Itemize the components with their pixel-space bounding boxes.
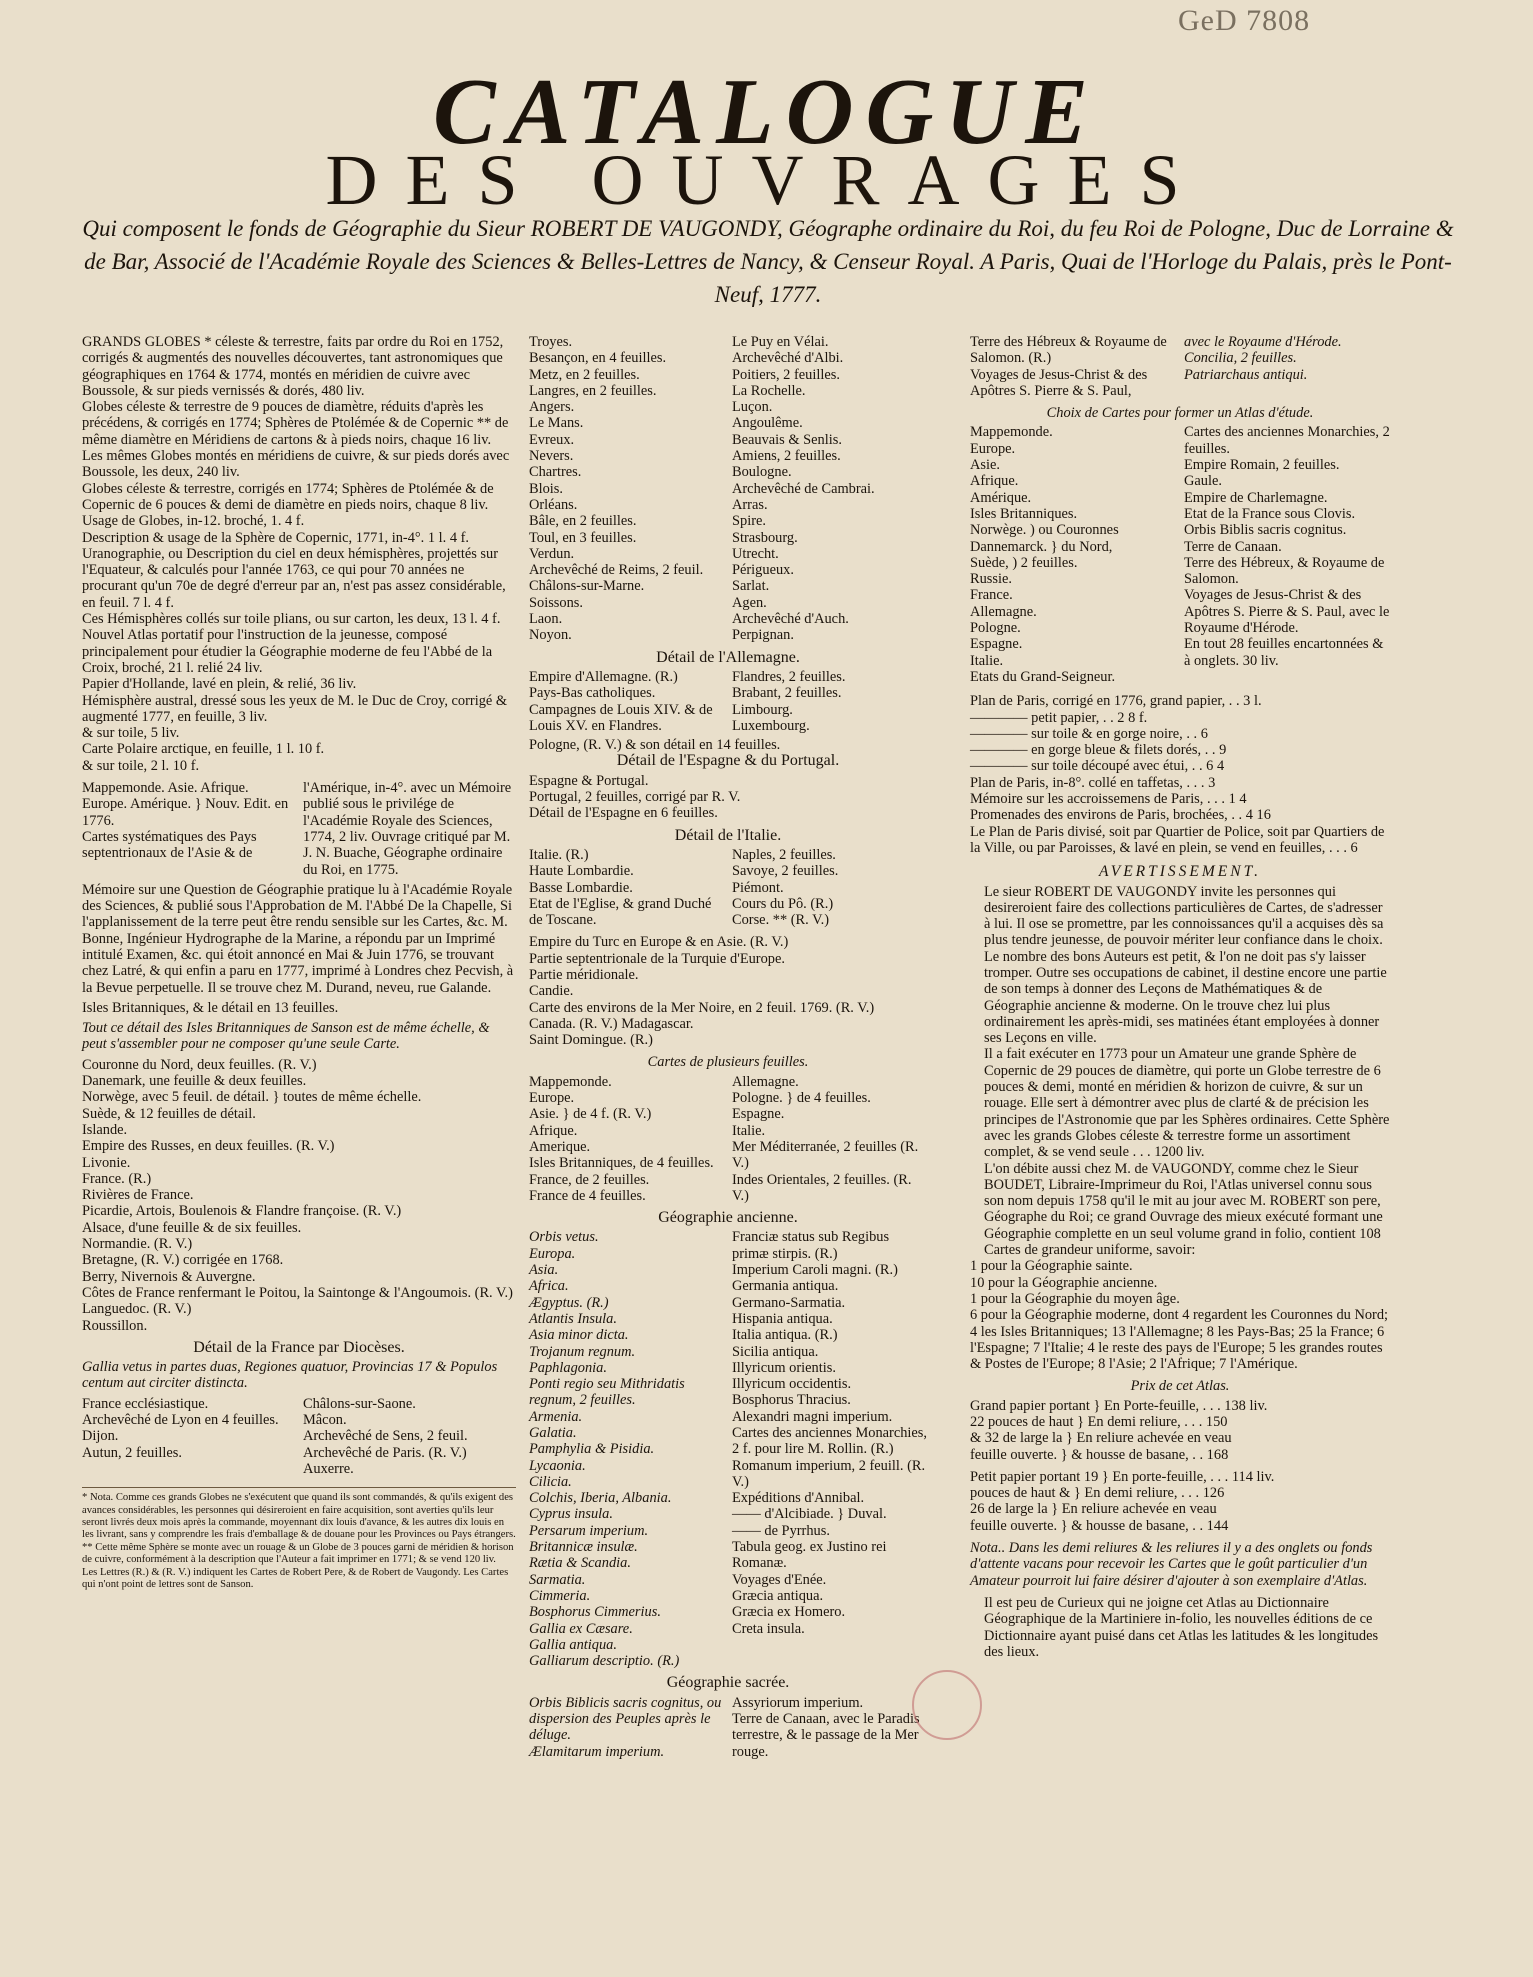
- list-item: Haute Lombardie.: [529, 863, 634, 880]
- text-block: Isles Britanniques, & le détail en 13 feuilles.: [82, 999, 339, 1016]
- list-item: Mer Méditerranée, 2 feuilles (R. V.): [732, 1138, 919, 1172]
- text-block: L'on débite aussi chez M. de VAUGONDY, comme chez le Sieur BOUDET, Libraire-Imprimeur du Roi, l'Atlas universel connu sous son nom depuis 1758 qu'il le mit au jour avec M. ROBERT son pere, Géographe du Roi; ce grand Ouvrage des mieux exécuté formant une Géographie complette en un seul volume grand in folio, contient 108 Cartes de grandeur uniforme, savoir:: [984, 1160, 1383, 1259]
- list-item: Franciæ status sub Regibus primæ stirpis. (R.): [732, 1229, 890, 1262]
- text-block: Tout ce détail des Isles Britanniques de Sanson est de même échelle, & peut s'assembler pour ne composer qu'une seule Carte.: [82, 1020, 490, 1053]
- list-right: [724, 334, 927, 644]
- page-subtitle: DES OUVRAGES: [325, 140, 1208, 220]
- list-item: Pays-Bas catholiques.: [529, 685, 656, 702]
- list-item: Sarmatia.: [529, 1571, 586, 1588]
- list-item: Indes Orientales, 2 feuilles. (R. V.): [732, 1171, 912, 1204]
- list-item: Mémoire sur les accroissemens de Paris, . . . 1 4: [970, 791, 1247, 808]
- list-item: Norwège, avec 5 feuil. de détail. } toutes de même échelle.: [82, 1089, 422, 1106]
- list-item: Isles Britanniques, de 4 feuilles.: [529, 1155, 714, 1172]
- list: [529, 773, 927, 822]
- list-item: Archevêché de Sens, 2 feuil.: [303, 1428, 468, 1445]
- list-item: Angoulême.: [732, 415, 803, 432]
- list-item: Saint Domingue. (R.): [529, 1032, 653, 1049]
- text-block: Carte Polaire arctique, en feuille, 1 l. 10 f.: [82, 741, 325, 758]
- text-block: Le sieur ROBERT DE VAUGONDY invite les personnes qui desireroient faire des collections particulières de Cartes, de s'adresser à lui. Il ose se promettre, par les connoissances qu'il a acquises dès sa plus tendre jeunesse, de pouvoir mériter leur confiance dans le choix. Le nombre des bons Auteurs est petit, & l'on ne doit pas s'y laisser tromper. Outre ses occupations de cabinet, il destine encore une partie de son temps à donner des Leçons de Mathématiques & de Géographie ancienne & moderne. On le trouve chez lui plus ordinairement les après-midi, ses matinées étant employées à donner ses Leçons en ville.: [984, 883, 1387, 1047]
- list-item: Mappemonde.: [529, 1073, 612, 1090]
- list-item: Italie.: [970, 652, 1004, 669]
- list-item: Nevers.: [529, 448, 574, 465]
- diocese-list-block: [529, 334, 927, 644]
- list-item: Græcia antiqua.: [732, 1587, 824, 1604]
- section-heading: Prix de cet Atlas.: [1130, 1378, 1230, 1395]
- list-item: Piémont.: [732, 879, 784, 896]
- list-item: Orbis Biblicis sacris cognitus, ou dispersion des Peuples après le déluge.: [529, 1694, 722, 1744]
- list-item: Islande.: [82, 1121, 128, 1138]
- list-item: Berry, Nivernois & Auvergne.: [82, 1268, 256, 1285]
- list-item: Illyricum occidentis.: [732, 1376, 852, 1393]
- list-item: Limbourg.: [732, 701, 793, 718]
- list-item: Italie. (R.): [529, 846, 589, 863]
- list-left: [970, 424, 1176, 685]
- list-item: Terre de Canaan, avec le Paradis terrestre, & le passage de la Mer rouge.: [732, 1711, 920, 1760]
- list-item: Hispania antiqua.: [732, 1310, 833, 1327]
- list-item: Armenia.: [529, 1408, 583, 1425]
- list-item: Suède, ) 2 feuilles.: [970, 554, 1078, 571]
- text-block: Papier d'Hollande, lavé en plein, & relié, 36 liv.: [82, 676, 357, 693]
- list-item: Normandie. (R. V.): [82, 1236, 193, 1253]
- list-item: Plan de Paris, corrigé en 1776, grand papier, . . 3 l.: [970, 693, 1262, 710]
- footnote: * Nota. Comme ces grands Globes ne s'exécutent que quand ils sont commandés, & qu'ils exigent des avances considérables, les personnes qui désireroient en faire acquisition, sont averties qu'ils leur seront livrés deux mois après la commande, moyennant dix louis d'avance, & les autres dix louis en les livrant, sans y comprendre les frais d'emballage & de douane pour les Provinces ou Pays étrangers.: [82, 1492, 516, 1541]
- list-item: Ponti regio seu Mithridatis regnum, 2 feuilles.: [529, 1376, 685, 1409]
- list-item: Cilicia.: [529, 1473, 572, 1490]
- list-item: Africa.: [529, 1278, 569, 1295]
- list-item: Noyon.: [529, 627, 572, 644]
- list-item: Bretagne, (R. V.) corrigée en 1768.: [82, 1252, 284, 1269]
- list-item: Verdun.: [529, 545, 575, 562]
- list-item: Italia antiqua. (R.): [732, 1327, 838, 1344]
- list-right: [1176, 424, 1390, 685]
- list-item: Bosphorus Cimmerius.: [529, 1604, 661, 1621]
- list-item: Rivières de France.: [82, 1187, 194, 1204]
- list-item: Campagnes de Louis XIV. & de Louis XV. en Flandres.: [529, 701, 713, 734]
- list-item: Livonie.: [82, 1154, 131, 1171]
- list-item: Arras.: [732, 496, 768, 513]
- list-item: Le Puy en Vélai.: [732, 334, 829, 350]
- list-item: Bosphorus Thracius.: [732, 1392, 851, 1409]
- list-item: Assyriorum imperium.: [732, 1694, 864, 1711]
- list-item: Utrecht.: [732, 545, 779, 562]
- list-item: Etat de l'Eglise, & grand Duché de Toscane.: [529, 895, 712, 929]
- list-item: ———— en gorge bleue & filets dorés, . . 9: [970, 742, 1227, 759]
- list-item: Blois.: [529, 480, 563, 497]
- list-item: Isles Britanniques.: [970, 505, 1078, 522]
- list-item: En tout 28 feuilles encartonnées & à onglets. 30 liv.: [1184, 636, 1384, 669]
- list-item: Russie.: [970, 571, 1012, 588]
- list-item: Cours du Pô. (R.): [732, 895, 834, 912]
- list-item: Europa.: [529, 1245, 576, 1262]
- list-item: Poitiers, 2 feuilles.: [732, 366, 840, 383]
- list-item: Paphlagonia.: [529, 1359, 607, 1376]
- list-item: Amérique.: [970, 489, 1032, 506]
- section-heading: Géographie sacrée.: [666, 1674, 790, 1692]
- text-block: Les mêmes Globes montés en méridiens de cuivre, & sur pieds dorés avec Boussole, les deux, 240 liv.: [82, 448, 510, 481]
- list-left: [529, 1695, 724, 1760]
- list-item: Empire d'Allemagne. (R.): [529, 668, 678, 685]
- list-item: Suède, & 12 feuilles de détail.: [82, 1105, 256, 1122]
- list-item: Archevêché de Lyon en 4 feuilles.: [82, 1412, 279, 1428]
- list-right: [724, 1074, 927, 1204]
- text-block: Cartes systématiques des Pays septentrionaux de l'Asie & de: [82, 828, 257, 862]
- section-heading: Cartes de plusieurs feuilles.: [647, 1054, 809, 1071]
- list-item: Empire de Charlemagne.: [1184, 489, 1328, 506]
- list-item: Germano-Sarmatia.: [732, 1294, 846, 1311]
- list-item: Chartres.: [529, 464, 582, 481]
- list-item: Partie septentrionale de la Turquie d'Europe.: [529, 950, 785, 967]
- text-block: Hémisphère austral, dressé sous les yeux de M. le Duc de Croy, corrigé & augmenté 1777, en feuille, 3 liv.: [82, 692, 508, 725]
- footnote: ** Cette même Sphère se monte avec un rouage & un Globe de 3 pouces garni de méridien & horison de cuivre, conformément à la description que l'Auteur a fait imprimer en 1771; & se vend 120 liv.: [82, 1541, 514, 1566]
- section-heading: Choix de Cartes pour former un Atlas d'étude.: [1046, 405, 1314, 422]
- text-block: & sur toile, 2 l. 10 f.: [82, 757, 200, 774]
- list-item: France.: [970, 587, 1013, 604]
- text-block: l'Amérique, in-4°. avec un Mémoire publié sous le privilége de l'Académie Royale des Sciences, 1774, 2 liv. Ouvrage critiqué par M. J. N. Buache, Géographe ordinaire du Roi, en 1775.: [303, 780, 512, 878]
- list-item: Luxembourg.: [732, 717, 810, 734]
- list-item: Plan de Paris, in-8°. collé en taffetas, . . . 3: [970, 774, 1216, 791]
- text-block: Globes céleste & terrestre de 9 pouces de diamètre, réduits d'après les précédens, & corrigés en 1774; Sphères de Ptolémée & de Copernic ** de même diamètre en Méridiens de cartons & à pieds noirs, chaque 16 liv.: [82, 399, 509, 448]
- list-item: Asia minor dicta.: [529, 1327, 629, 1344]
- list-item: Candie.: [529, 983, 574, 1000]
- list-item: Concilia, 2 feuilles.: [1184, 350, 1297, 367]
- list-item: Orbis vetus.: [529, 1229, 599, 1246]
- list-item: Soissons.: [529, 594, 583, 611]
- list-item: feuille ouverte. } & housse de basane, . . 168: [970, 1446, 1229, 1463]
- list-item: Etats du Grand-Seigneur.: [970, 668, 1116, 685]
- text-block: Pologne, (R. V.) & son détail en 14 feuilles.: [529, 737, 781, 754]
- list-item: Naples, 2 feuilles.: [732, 846, 836, 863]
- list-item: Ægyptus. (R.): [529, 1294, 609, 1311]
- ancienne-block: [529, 1229, 927, 1669]
- list-item: Mappemonde.: [970, 424, 1053, 441]
- list-left: [82, 1396, 295, 1477]
- list-item: Lycaonia.: [529, 1457, 586, 1474]
- text-block: Globes céleste & terrestre, corrigés en 1774; Sphères de Ptolémée & de Copernic de 6 pouces & demi de diamètre en pieds noirs, chaque 8 liv.: [82, 480, 494, 513]
- list-item: Galliarum descriptio. (R.): [529, 1653, 680, 1670]
- list-item: Brabant, 2 feuilles.: [732, 685, 842, 702]
- list-item: Britannicæ insulæ.: [529, 1539, 638, 1556]
- list-item: Beauvais & Senlis.: [732, 431, 842, 448]
- list-left: [529, 334, 724, 644]
- list-item: Asie. } de 4 f. (R. V.): [529, 1106, 652, 1123]
- text-block: & sur toile, 5 liv.: [82, 725, 180, 742]
- list-item: Afrique.: [529, 1122, 578, 1139]
- section-heading: Détail de l'Allemagne.: [656, 648, 800, 666]
- list-item: feuille ouverte. } & housse de basane, . . 144: [970, 1517, 1229, 1534]
- section-heading: Détail de l'Italie.: [674, 826, 782, 844]
- list-item: —— de Pyrrhus.: [732, 1522, 830, 1539]
- list-item: Italie.: [732, 1122, 766, 1139]
- library-seal: [912, 1670, 982, 1740]
- list-item: Archevêché d'Auch.: [732, 611, 849, 628]
- list-item: Angers.: [529, 399, 575, 416]
- list-item: Agen.: [732, 594, 767, 611]
- list-item: ———— sur toile & en gorge noire, . . 6: [970, 725, 1208, 742]
- list-item: Europe.: [970, 440, 1016, 457]
- price-table-grand: [970, 1398, 1390, 1463]
- list-item: Promenades des environs de Paris, brochées, . . 4 16: [970, 807, 1271, 824]
- list-item: Evreux.: [529, 431, 575, 448]
- list-item: Pamphylia & Pisidia.: [529, 1441, 655, 1458]
- footnotes: [82, 1487, 516, 1591]
- list-item: Laon.: [529, 611, 563, 628]
- list-item: Dijon.: [82, 1428, 119, 1445]
- list-item: Bâle, en 2 feuilles.: [529, 513, 637, 530]
- list-item: Ælamitarum imperium.: [529, 1743, 665, 1760]
- list-item: Allemagne.: [970, 603, 1037, 620]
- diocese-block: [82, 1396, 516, 1477]
- section-heading: AVERTISSEMENT.: [1099, 863, 1261, 881]
- atlas-contents-list: [970, 1258, 1390, 1372]
- list-item: Germania antiqua.: [732, 1278, 839, 1295]
- list-right: [724, 847, 927, 928]
- list-item: Alsace, d'une feuille & de six feuilles.: [82, 1219, 302, 1236]
- list-item: Græcia ex Homero.: [732, 1604, 846, 1621]
- list-item: ———— sur toile découpé avec étui, . . 6 4: [970, 758, 1225, 775]
- list-item: Metz, en 2 feuilles.: [529, 366, 640, 383]
- text-block: Gallia vetus in partes duas, Regiones quatuor, Provincias 17 & Populos centum aut circiter distincta.: [82, 1359, 498, 1392]
- list-item: Rætia & Scandia.: [529, 1555, 631, 1572]
- list-item: Languedoc. (R. V.): [82, 1301, 192, 1318]
- list-item: Portugal, 2 feuilles, corrigé par R. V.: [529, 789, 741, 806]
- list-item: Romanum imperium, 2 feuill. (R. V.): [732, 1457, 926, 1490]
- text-block: Uranographie, ou Description du ciel en deux hémisphères, projettés sur l'Equateur, & calculés pour l'année 1763, ce qui pour 70 années ne procurant qu'un 70e de degré d'erreur par an, n'est pas assez considérable, en feuil. 7 l. 4 f.: [82, 545, 506, 611]
- section-heading: Détail de l'Espagne & du Portugal.: [616, 752, 840, 770]
- list-item: Mâcon.: [303, 1412, 347, 1428]
- list-item: Perpignan.: [732, 627, 794, 644]
- list-item: Flandres, 2 feuilles.: [732, 668, 846, 685]
- list-item: France, de 2 feuilles.: [529, 1171, 650, 1188]
- text-block: Nota.. Dans les demi reliures & les reliures il y a des onglets ou fonds d'attente vacans pour recevoir les Cartes que le goût particulier d'un Amateur pourroit lui faire désirer d'ajouter à son exemplaire d'Atlas.: [970, 1540, 1373, 1589]
- price-table-petit: [970, 1469, 1390, 1534]
- list-item: Terre des Hébreux, & Royaume de Salomon.: [1184, 554, 1385, 588]
- list-item: Carte des environs de la Mer Noire, en 2 feuil. 1769. (R. V.): [529, 999, 875, 1016]
- column-2: [529, 334, 927, 1760]
- list-item: Norwège. ) ou Couronnes: [970, 522, 1119, 539]
- list-item: Le Plan de Paris divisé, soit par Quartier de Police, soit par Quartiers de la Ville, ou par Paroisses, & lavé en plein, se vend en feuilles, . . . 6: [970, 823, 1385, 856]
- column-1: [82, 334, 516, 1591]
- intro-text: Qui composent le fonds de Géographie du Sieur ROBERT DE VAUGONDY, Géographe ordinaire du Roi, du feu Roi de Pologne, Duc de Lorraine & de Bar, Associé de l'Académie Royale des Sciences & Belles-Lettres de Nancy, & Censeur Royal. A Paris, Quai de l'Horloge du Palais, près le Pont-Neuf, 1777.: [82, 216, 1454, 307]
- list-item: 10 pour la Géographie ancienne.: [970, 1274, 1158, 1291]
- list-item: Voyages de Jesus-Christ & des Apôtres S. Pierre & S. Paul, avec le Royaume d'Hérode.: [1184, 587, 1390, 637]
- text-block: Mappemonde. Asie. Afrique. Europe. Amérique. } Nouv. Edit. en 1776.: [82, 780, 289, 829]
- text-block: GRANDS GLOBES * céleste & terrestre, faits par ordre du Roi en 1752, corrigés & augmentés des nouvelles découvertes, tant astronomiques que géographiques en 1764 & 1774, montés en méridien de cuivre avec Boussole, & sur pieds vernissés & dorés, 480 liv.: [82, 334, 504, 399]
- list-item: Danemark, une feuille & deux feuilles.: [82, 1073, 307, 1090]
- map-list: [82, 1057, 516, 1334]
- list-item: Le Mans.: [529, 415, 584, 432]
- list-item: Auxerre.: [303, 1460, 354, 1477]
- list-item: ———— petit papier, . . 2 8 f.: [970, 709, 1148, 726]
- list-item: 1 pour la Géographie du moyen âge.: [970, 1290, 1180, 1307]
- list-item: Luçon.: [732, 399, 773, 416]
- list-item: Archevêché d'Albi.: [732, 350, 844, 367]
- list-item: Empire du Turc en Europe & en Asie. (R. V.): [529, 934, 789, 951]
- list-item: Archevêché de Cambrai.: [732, 480, 875, 497]
- paris-price-list: [970, 693, 1390, 856]
- list-item: Grand papier portant } En Porte-feuille, . . . 138 liv.: [970, 1397, 1268, 1414]
- list-item: Couronne du Nord, deux feuilles. (R. V.): [82, 1056, 317, 1073]
- list-item: avec le Royaume d'Hérode.: [1184, 334, 1342, 350]
- list: [529, 934, 927, 1048]
- list-item: Canada. (R. V.) Madagascar.: [529, 1015, 694, 1032]
- list-item: France. (R.): [82, 1170, 152, 1187]
- sacree-block: [529, 1695, 927, 1760]
- list-item: Persarum imperium.: [529, 1522, 649, 1539]
- list-item: Colchis, Iberia, Albania.: [529, 1490, 672, 1507]
- list-item: Trojanum regnum.: [529, 1343, 636, 1360]
- list-item: Toul, en 3 feuilles.: [529, 529, 637, 546]
- list-item: 22 pouces de haut } En demi reliure, . . . 150: [970, 1414, 1228, 1430]
- list-item: Imperium Caroli magni. (R.): [732, 1262, 898, 1279]
- list-item: Basse Lombardie.: [529, 879, 633, 896]
- list-item: Cyprus insula.: [529, 1506, 613, 1523]
- list-item: —— d'Alcibiade. } Duval.: [732, 1506, 887, 1523]
- list-item: Sarlat.: [732, 578, 770, 595]
- list-item: Expéditions d'Annibal.: [732, 1490, 865, 1507]
- list-item: Langres, en 2 feuilles.: [529, 382, 657, 399]
- list-item: Gallia ex Cæsare.: [529, 1620, 633, 1637]
- list-item: Strasbourg.: [732, 529, 798, 546]
- list-right: [724, 1695, 927, 1760]
- list-item: Empire des Russes, en deux feuilles. (R. V.): [82, 1138, 335, 1155]
- list-right: [295, 1396, 516, 1477]
- list-item: pouces de haut & } En demi reliure, . . . 126: [970, 1485, 1225, 1502]
- list-left: [529, 669, 724, 734]
- list-item: Alexandri magni imperium.: [732, 1408, 893, 1425]
- list-left: [529, 1229, 724, 1669]
- list-item: Voyages d'Enée.: [732, 1571, 827, 1588]
- list-item: Galatia.: [529, 1425, 577, 1441]
- list-item: Cimmeria.: [529, 1587, 591, 1604]
- text-block: Mémoire sur une Question de Géographie pratique lu à l'Académie Royale des Sciences, & publié sous l'Approbation de M. l'Abbé De la Chapelle, Si l'applanissement de la terre peut être rendu sensible sur les Cartes, &c. M. Bonne, Ingénieur Hydrographe de la Marine, a répondu par un Imprimé intitulé Examen, &c. qui étoit annoncé en Mai & Juin 1776, se trouvant chez Latré, & qui enfin a paru en 1777, imprimé à Londres chez Pecvish, à la Bevue perpetuelle. Il se trouve chez M. Durand, neveu, rue Galande.: [82, 881, 514, 996]
- plusieurs-block: [529, 1074, 927, 1204]
- list-item: 26 de large la } En reliure achevée en veau: [970, 1501, 1217, 1518]
- list-item: & 32 de large la } En reliure achevée en veau: [970, 1430, 1232, 1447]
- list-item: Spire.: [732, 513, 766, 530]
- footnote: Les Lettres (R.) & (R. V.) indiquent les Cartes de Robert Pere, & de Robert de Vaugondy. Les Cartes qui n'ont point de lettres sont de Sanson.: [82, 1566, 509, 1591]
- list-item: Amiens, 2 feuilles.: [732, 448, 841, 465]
- section-heading: Détail de la France par Diocèses.: [193, 1338, 405, 1356]
- list-item: Afrique.: [970, 473, 1019, 490]
- column-3: [970, 334, 1390, 1660]
- list-item: France ecclésiastique.: [82, 1395, 209, 1412]
- list-item: Tabula geog. ex Justino rei Romanæ.: [732, 1539, 887, 1572]
- mappemonde-block: [82, 780, 516, 878]
- text-block: Description & usage de la Sphère de Copernic, 1771, in-4°. 1 l. 4 f.: [82, 529, 470, 546]
- list-left: [529, 847, 724, 928]
- list-item: Voyages de Jesus-Christ & des Apôtres S. Pierre & S. Paul,: [970, 366, 1148, 399]
- list-item: Châlons-sur-Saone.: [303, 1395, 416, 1412]
- list-item: 6 pour la Géographie moderne, dont 4 regardent les Couronnes du Nord; 4 les Isles Britanniques; 13 l'Allemagne; 8 les Pays-Bas; 25 la France; 6 l'Espagne; 7 l'Italie; 4 le reste des pays de l'Europe; 5 les grandes routes & Postes de l'Europe; 8 l'Asie; 2 l'Afrique; 7 l'Amérique.: [970, 1307, 1389, 1373]
- list-item: Espagne.: [970, 636, 1023, 653]
- list-item: Autun, 2 feuilles.: [82, 1444, 182, 1461]
- list-item: Périgueux.: [732, 562, 794, 579]
- list-left: [529, 1074, 724, 1204]
- list-item: Orléans.: [529, 496, 578, 513]
- list-item: Terre des Hébreux & Royaume de Salomon. (R.): [970, 334, 1167, 367]
- list-item: Pologne. } de 4 feuilles.: [732, 1090, 871, 1107]
- list-item: Corse. ** (R. V.): [732, 912, 830, 929]
- list-item: Asie.: [970, 457, 1000, 474]
- list-item: Pologne.: [970, 620, 1021, 637]
- list-item: Amerique.: [529, 1138, 591, 1155]
- list-item: Patriarchaus antiqui.: [1184, 366, 1308, 383]
- text-block: Nouvel Atlas portatif pour l'instruction de la jeunesse, composé principalement pour étudier la Géographie moderne de feu l'Abbé de la Croix, broché, 21 l. relié 24 liv.: [82, 627, 493, 676]
- list-item: Cartes des anciennes Monarchies, 2 f. pour lire M. Rollin. (R.): [732, 1425, 928, 1458]
- list-item: Orbis Biblis sacris cognitus.: [1184, 522, 1347, 539]
- list-item: La Rochelle.: [732, 382, 806, 399]
- list-right: [724, 669, 927, 734]
- allemagne-block: [529, 669, 927, 734]
- list-right: [724, 1229, 927, 1669]
- list-item: Troyes.: [529, 334, 573, 350]
- list-item: Roussillon.: [82, 1317, 148, 1334]
- list-left: [970, 334, 1176, 399]
- list-item: Espagne.: [732, 1106, 785, 1123]
- list-item: Sicilia antiqua.: [732, 1343, 819, 1360]
- list-item: Savoye, 2 feuilles.: [732, 863, 839, 880]
- text-block: Usage de Globes, in-12. broché, 1. 4 f.: [82, 513, 305, 530]
- list-item: Gaule.: [1184, 473, 1222, 490]
- list-item: Petit papier portant 19 } En porte-feuille, . . . 114 liv.: [970, 1468, 1275, 1485]
- list-item: Détail de l'Espagne en 6 feuilles.: [529, 805, 718, 822]
- list-item: Cartes des anciennes Monarchies, 2 feuilles.: [1184, 424, 1390, 457]
- page-title: CATALOGUE: [433, 60, 1100, 164]
- list-item: Dannemarck. } du Nord,: [970, 538, 1113, 555]
- list-item: Empire Romain, 2 feuilles.: [1184, 457, 1340, 474]
- list-item: Espagne & Portugal.: [529, 772, 649, 789]
- list-item: Boulogne.: [732, 464, 792, 481]
- list-item: Europe.: [529, 1090, 575, 1107]
- list-item: Gallia antiqua.: [529, 1636, 617, 1653]
- list-item: Châlons-sur-Marne.: [529, 578, 645, 595]
- list-item: Creta insula.: [732, 1620, 805, 1637]
- text-block: Il est peu de Curieux qui ne joigne cet Atlas au Dictionnaire Géographique de la Martiniere in-folio, les nouvelles éditions de ce Dictionnaire ayant puisé dans cet Atlas les latitudes & les longitudes des lieux.: [984, 1594, 1379, 1660]
- choix-block: [970, 424, 1390, 685]
- list-item: 1 pour la Géographie sainte.: [970, 1258, 1133, 1275]
- list-item: Côtes de France renfermant le Poitou, la Saintonge & l'Angoumois. (R. V.): [82, 1284, 513, 1301]
- shelfmark-stamp: GeD 7808: [1178, 4, 1311, 37]
- list-item: Picardie, Artois, Boulenois & Flandre françoise. (R. V.): [82, 1203, 402, 1220]
- list-item: Asia.: [529, 1262, 559, 1279]
- text-block: Ces Hémisphères collés sur toile plians, ou sur carton, les deux, 13 l. 4 f.: [82, 611, 501, 628]
- list-item: Partie méridionale.: [529, 966, 639, 983]
- list-item: Allemagne.: [732, 1073, 799, 1090]
- hebreux-block: [970, 334, 1390, 399]
- italie-block: [529, 847, 927, 928]
- text-block: Il a fait exécuter en 1773 pour un Amateur une grande Sphère de Copernic de 29 pouces de diamètre, qui porte un Globe terrestre de 6 pouces & demi, monté en méridien & horizon de cuivre, & sur un rouage. Elle sert à démontrer avec plus de clarté & de précision les principes de l'Astronomie que par les Sphères ordinaires. Cette Sphère avec les grands Globes céleste & terrestre forme un assortiment complet, & se vend seule . . . 1200 liv.: [984, 1046, 1390, 1161]
- list-item: Archevêché de Reims, 2 feuil.: [529, 562, 704, 579]
- list-item: Besançon, en 4 feuilles.: [529, 350, 667, 367]
- list-right: [1176, 334, 1390, 399]
- list-item: Etat de la France sous Clovis.: [1184, 505, 1356, 522]
- list-item: Illyricum orientis.: [732, 1359, 836, 1376]
- section-heading: Géographie ancienne.: [658, 1209, 798, 1227]
- list-item: France de 4 feuilles.: [529, 1187, 646, 1204]
- list-item: Atlantis Insula.: [529, 1310, 617, 1327]
- list-item: Archevêché de Paris. (R. V.): [303, 1444, 467, 1461]
- list-item: Terre de Canaan.: [1184, 538, 1282, 555]
